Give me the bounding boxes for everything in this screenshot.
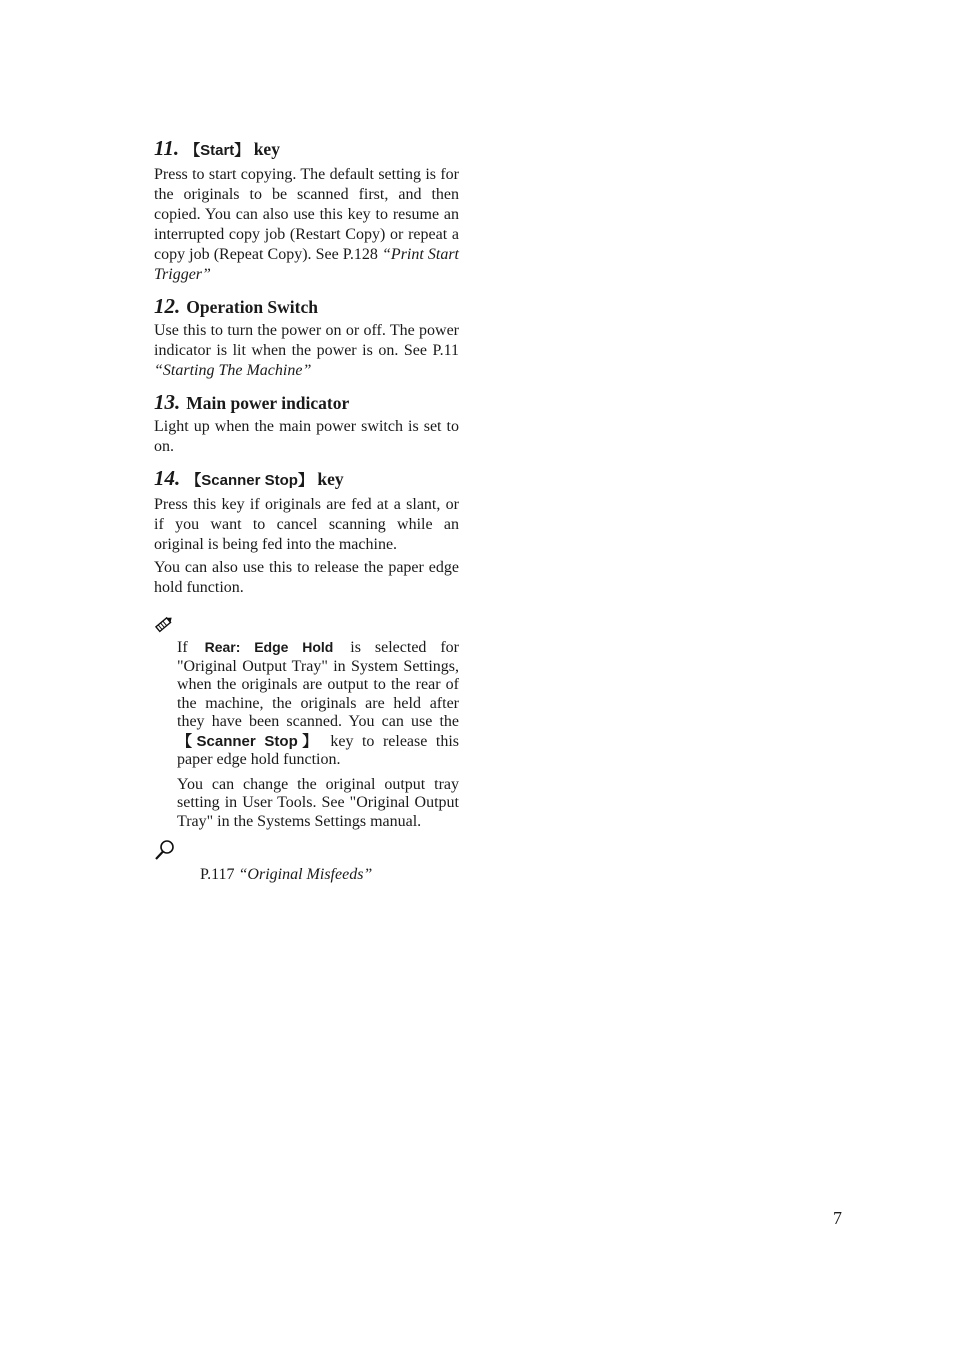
section-14-body-2: You can also use this to release the paper edge hold function. — [154, 559, 459, 596]
section-14-body: Press this key if originals are fed at a slant, or if you want to cancel scanning while an original is being fed into the machine. — [154, 496, 459, 553]
content-column — [154, 136, 459, 885]
body-text: Use this to turn the power on or off. The power indicator is lit when the power is on. See P.11 — [154, 322, 459, 359]
note-item: You can change the original output tray setting in User Tools. See "Original Output Tray" in the Systems Settings manual. — [177, 775, 459, 830]
magnifier-icon — [154, 839, 459, 861]
section-number: 14. — [154, 466, 181, 490]
section-11-heading — [154, 136, 459, 163]
bracket-open: 【 — [177, 731, 197, 750]
note-text: If — [177, 639, 188, 656]
note-list — [177, 638, 459, 831]
bracket-close: 】 — [234, 141, 250, 159]
section-13-heading — [154, 390, 459, 415]
reference-link[interactable]: “Original Misfeeds” — [238, 866, 373, 883]
page-number: 7 — [833, 1208, 842, 1228]
body-text: Press to start copying. The default setting is for the originals to be scanned first, and then copied. You can also use this key to resume an interrupted copy job (Restart Copy) or repeat a copy job (Repeat Copy). See P.128 — [154, 166, 459, 263]
bracket-close: 】 — [297, 471, 313, 489]
section-12-body — [154, 321, 459, 381]
start-key-label: Start — [200, 142, 235, 159]
heading-title: Operation Switch — [186, 297, 318, 317]
note-item — [177, 638, 459, 770]
reference-line — [200, 865, 459, 885]
cross-reference-link[interactable]: “Print Start Trigger” — [154, 246, 460, 283]
section-11-body — [154, 165, 459, 285]
bracket-open: 【 — [185, 141, 201, 159]
pencil-icon — [154, 614, 459, 638]
bracket-open: 【 — [186, 471, 202, 489]
section-14-heading — [154, 466, 459, 493]
bracket-close: 】 — [297, 731, 322, 750]
section-number: 11. — [154, 136, 180, 160]
note-text: is selected for "Original Output Tray" in System Settings, when the originals are output to the rear of the machine, the originals are held after they have been scanned. You can use the — [177, 639, 460, 730]
heading-suffix: key — [253, 139, 280, 159]
heading-suffix: key — [317, 469, 344, 489]
cross-reference-link[interactable]: “Starting The Machine” — [154, 362, 312, 379]
heading-title: Main power indicator — [186, 393, 350, 413]
section-13-body: Light up when the main power switch is set to on. — [154, 418, 459, 455]
reference-page: P.117 — [200, 866, 239, 883]
note-text: key to release this paper edge hold function. — [177, 732, 459, 768]
scanner-stop-key-label: Scanner Stop — [196, 732, 298, 750]
section-number: 13. — [154, 390, 181, 414]
rear-edge-hold-label: Rear: Edge Hold — [204, 639, 334, 655]
section-12-heading — [154, 294, 459, 319]
section-number: 12. — [154, 294, 181, 318]
scanner-stop-key-label: Scanner Stop — [201, 472, 298, 489]
